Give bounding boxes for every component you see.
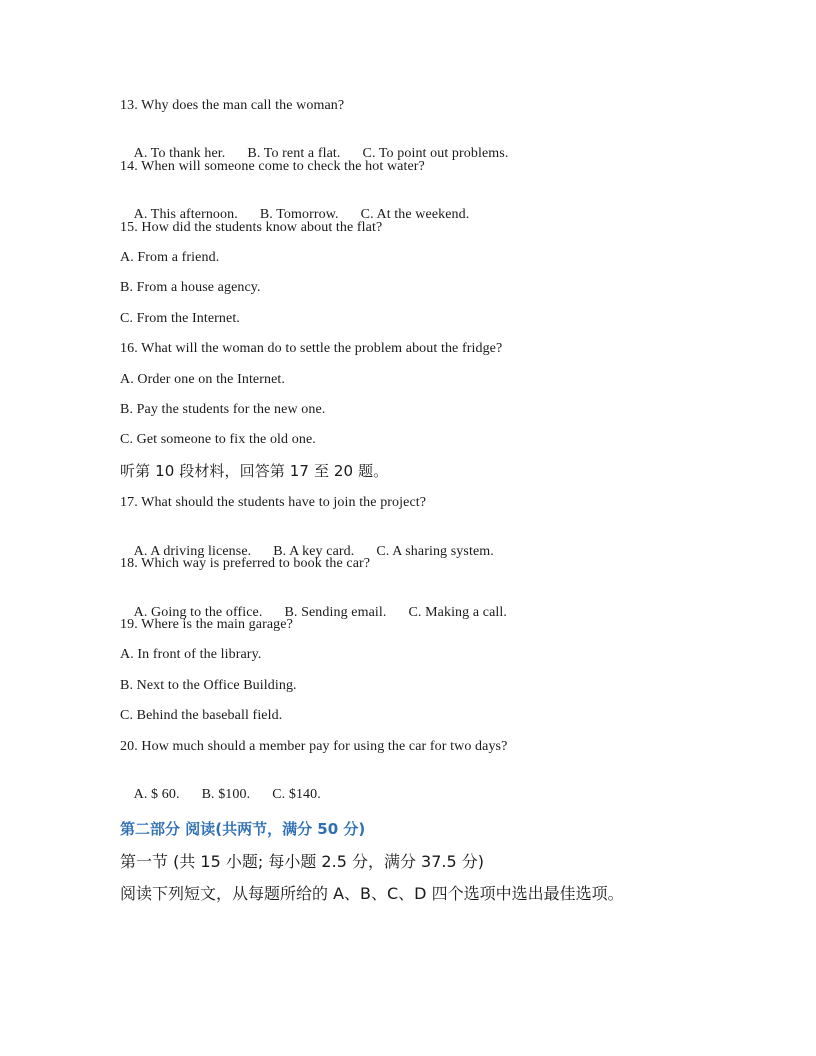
option-a: A. A driving license.: [133, 544, 252, 559]
option-c: C. $140.: [272, 787, 321, 802]
option-c: C. At the weekend.: [360, 207, 470, 222]
question-19-option-b: B. Next to the Office Building.: [120, 678, 297, 693]
reading-part-title: 第二部分 阅读(共两节，满分 50 分): [120, 820, 366, 838]
option-a: A. To thank her.: [133, 146, 226, 161]
option-b: B. Tomorrow.: [259, 207, 339, 222]
instruction-passage-10: 听第 10 段材料，回答第 17 至 20 题。: [120, 462, 389, 480]
reading-instruction: 阅读下列短文，从每题所给的 A、B、C、D 四个选项中选出最佳选项。: [120, 884, 624, 903]
question-18: 18. Which way is preferred to book the car?: [120, 556, 371, 571]
reading-section-title: 第一节 (共 15 小题; 每小题 2.5 分，满分 37.5 分): [120, 852, 484, 871]
question-15: 15. How did the students know about the flat?: [120, 220, 383, 235]
option-b: B. $100.: [201, 787, 251, 802]
question-17: 17. What should the students have to join the project?: [120, 495, 427, 510]
question-15-option-c: C. From the Internet.: [120, 311, 240, 326]
option-c: C. A sharing system.: [376, 544, 494, 559]
question-16: 16. What will the woman do to settle the problem about the fridge?: [120, 341, 503, 356]
question-13: 13. Why does the man call the woman?: [120, 98, 345, 113]
question-20-options: [120, 768, 321, 822]
question-15-option-a: A. From a friend.: [120, 250, 220, 265]
question-19-option-c: C. Behind the baseball field.: [120, 708, 283, 723]
question-16-option-b: B. Pay the students for the new one.: [120, 402, 326, 417]
option-c: C. Making a call.: [408, 605, 507, 620]
question-19-option-a: A. In front of the library.: [120, 647, 262, 662]
question-16-option-a: A. Order one on the Internet.: [120, 372, 286, 387]
option-a: A. Going to the office.: [133, 605, 263, 620]
option-c: C. To point out problems.: [362, 146, 509, 161]
option-b: B. Sending email.: [284, 605, 387, 620]
question-16-option-c: C. Get someone to fix the old one.: [120, 432, 316, 447]
option-b: B. To rent a flat.: [247, 146, 341, 161]
option-a: A. $ 60.: [133, 787, 180, 802]
question-19: 19. Where is the main garage?: [120, 617, 293, 632]
question-20: 20. How much should a member pay for using the car for two days?: [120, 739, 508, 754]
question-15-option-b: B. From a house agency.: [120, 280, 261, 295]
option-a: A. This afternoon.: [133, 207, 238, 222]
question-14: 14. When will someone come to check the hot water?: [120, 159, 425, 174]
option-b: B. A key card.: [273, 544, 355, 559]
